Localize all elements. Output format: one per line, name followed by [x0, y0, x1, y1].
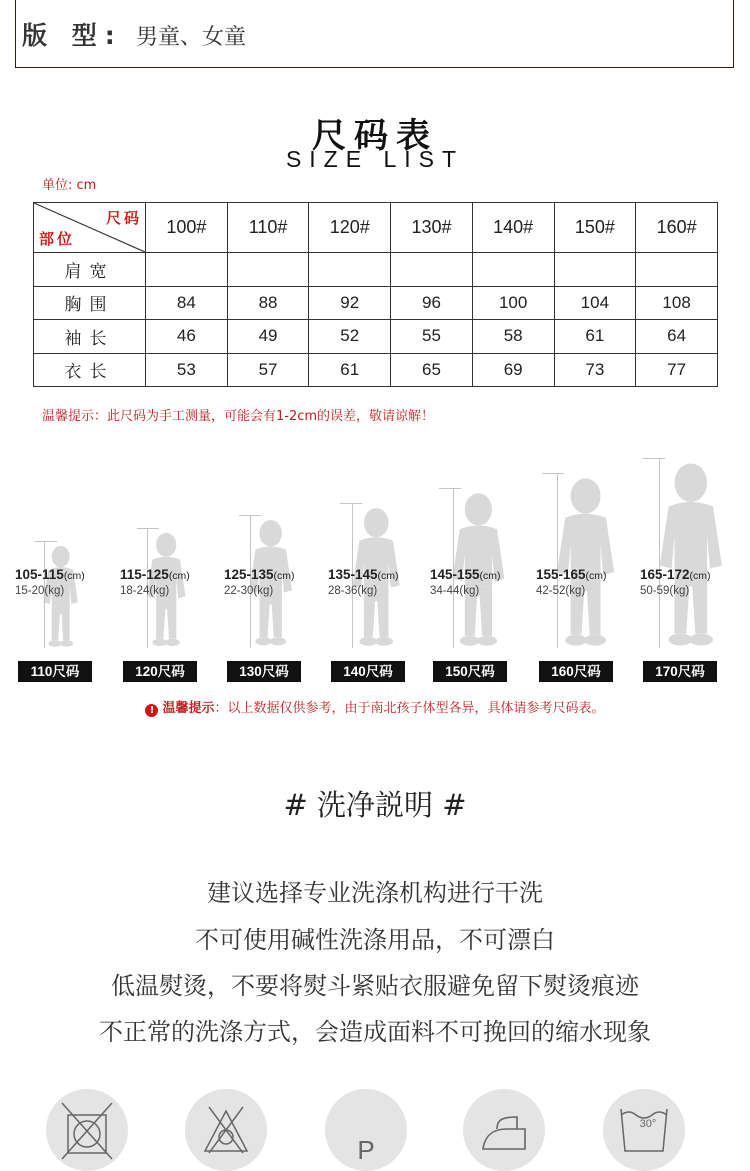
height-range — [224, 567, 295, 582]
reference-note-label: 温馨提示 — [162, 701, 215, 716]
child-silhouette-icon — [538, 477, 633, 648]
size-badge: 150尺码 — [433, 661, 507, 682]
table-cell — [636, 253, 718, 287]
wash-line: 不可使用碱性洗涤用品，不可漂白 — [195, 926, 555, 954]
height-ruler-tick — [239, 515, 261, 516]
height-range-unit: (cm) — [168, 570, 190, 582]
size-badge: 120尺码 — [123, 661, 197, 682]
height-ruler — [659, 458, 660, 648]
height-range-value: 165-172 — [640, 567, 690, 582]
height-range-unit: (cm) — [585, 570, 607, 582]
table-cell — [309, 253, 391, 287]
height-ruler-tick — [542, 473, 564, 474]
wash-temp: 30° — [639, 1118, 657, 1130]
table-cell: 69 — [472, 353, 554, 387]
table-row-shoulder — [34, 253, 718, 287]
table-cell: 100 — [472, 286, 554, 320]
wash-line: 低温熨烫，不要将熨斗紧贴衣服避免留下熨烫痕迹 — [111, 972, 639, 1000]
size-header: 110# — [227, 203, 309, 253]
size-badge: 110尺码 — [18, 661, 92, 682]
height-range-value: 105-115 — [15, 567, 64, 582]
wash-title: # 洗净説明 # — [283, 788, 467, 822]
height-ruler-tick — [439, 488, 461, 489]
table-cell: 104 — [554, 286, 636, 320]
row-label: 袖长 — [34, 320, 146, 354]
wash-30-degrees-icon — [603, 1089, 685, 1171]
size-chart-title: 尺码表 — [312, 116, 438, 156]
height-range-unit: (cm) — [377, 570, 399, 582]
height-range-value: 115-125 — [120, 567, 169, 582]
size-header: 130# — [391, 203, 473, 253]
table-cell: 57 — [227, 353, 309, 387]
row-label: 胸围 — [34, 286, 146, 320]
height-range-value: 135-145 — [328, 567, 378, 582]
style-value: 男童、女童 — [136, 25, 247, 50]
table-corner-cell — [34, 203, 146, 253]
height-range — [15, 567, 85, 582]
size-table — [33, 202, 718, 387]
height-ruler — [557, 473, 558, 648]
do-not-tumble-dry-icon — [46, 1089, 128, 1171]
table-cell: 46 — [146, 320, 228, 354]
corner-size-label: 尺码 — [105, 210, 142, 227]
professional-dry-clean-icon — [325, 1089, 407, 1171]
table-cell: 49 — [227, 320, 309, 354]
height-ruler-tick — [35, 541, 57, 542]
child-silhouette-icon — [235, 519, 306, 648]
height-range-unit: (cm) — [479, 570, 501, 582]
wash-line: 建议选择专业洗涤机构进行干洗 — [207, 879, 543, 907]
child-silhouette-icon — [639, 462, 743, 648]
table-row-sleeve — [34, 320, 718, 354]
table-cell: 52 — [309, 320, 391, 354]
table-cell: 108 — [636, 286, 718, 320]
height-range — [120, 567, 190, 582]
weight-range: 28-36(kg) — [328, 585, 378, 597]
weight-range: 50-59(kg) — [640, 585, 690, 597]
height-range-value: 155-165 — [536, 567, 586, 582]
height-range-unit: (cm) — [273, 570, 295, 582]
warning-icon: ! — [145, 704, 158, 717]
wash-line: 不正常的洗涤方式，会造成面料不可挽回的缩水现象 — [99, 1018, 651, 1046]
weight-range: 22-30(kg) — [224, 585, 274, 597]
table-row-length — [34, 353, 718, 387]
table-cell: 73 — [554, 353, 636, 387]
size-chart-subtitle: SIZE LIST — [285, 146, 465, 172]
reference-note — [0, 697, 750, 717]
height-range — [640, 567, 711, 582]
height-ruler-tick — [340, 503, 362, 504]
table-cell: 55 — [391, 320, 473, 354]
height-range — [328, 567, 399, 582]
reference-note-text: ：以上数据仅供参考，由于南北孩子体型各异，具体请参考尺码表。 — [214, 701, 605, 716]
height-range-unit: (cm) — [689, 570, 711, 582]
table-cell — [472, 253, 554, 287]
size-header: 150# — [554, 203, 636, 253]
size-badge: 170尺码 — [643, 661, 717, 682]
height-ruler-tick — [137, 528, 159, 529]
height-range-value: 125-135 — [224, 567, 274, 582]
table-header-row — [34, 203, 718, 253]
table-cell: 92 — [309, 286, 391, 320]
table-row-chest — [34, 286, 718, 320]
height-range-value: 145-155 — [430, 567, 480, 582]
style-box — [15, 0, 734, 68]
table-cell: 53 — [146, 353, 228, 387]
weight-range: 15-20(kg) — [15, 585, 65, 597]
table-cell: 58 — [472, 320, 554, 354]
size-header: 160# — [636, 203, 718, 253]
table-cell: 88 — [227, 286, 309, 320]
weight-range: 34-44(kg) — [430, 585, 480, 597]
size-badge: 140尺码 — [331, 661, 405, 682]
table-cell — [146, 253, 228, 287]
table-cell — [227, 253, 309, 287]
size-header: 100# — [146, 203, 228, 253]
size-badge: 130尺码 — [227, 661, 301, 682]
weight-range: 42-52(kg) — [536, 585, 586, 597]
table-cell — [391, 253, 473, 287]
row-label: 肩宽 — [34, 253, 146, 287]
height-range-unit: (cm) — [63, 570, 85, 582]
size-header: 120# — [309, 203, 391, 253]
height-ruler-tick — [643, 458, 665, 459]
table-cell: 96 — [391, 286, 473, 320]
row-label: 衣长 — [34, 353, 146, 387]
size-badge: 160尺码 — [539, 661, 613, 682]
table-cell: 77 — [636, 353, 718, 387]
table-cell: 65 — [391, 353, 473, 387]
weight-range: 18-24(kg) — [120, 585, 170, 597]
unit-label: 单位: cm — [42, 178, 97, 193]
corner-part-label: 部位 — [39, 231, 76, 248]
table-cell: 84 — [146, 286, 228, 320]
height-range — [536, 567, 607, 582]
table-cell — [554, 253, 636, 287]
dry-clean-letter: P — [357, 1135, 375, 1165]
table-cell: 61 — [309, 353, 391, 387]
style-label: 版 型: — [22, 21, 123, 50]
do-not-bleach-icon — [185, 1089, 267, 1171]
height-range — [430, 567, 501, 582]
iron-low-temp-icon — [463, 1089, 545, 1171]
size-header: 140# — [472, 203, 554, 253]
table-cell: 61 — [554, 320, 636, 354]
measurement-note: 温馨提示：此尺码为手工测量，可能会有1-2cm的误差，敬请谅解！ — [42, 409, 435, 424]
table-cell: 64 — [636, 320, 718, 354]
